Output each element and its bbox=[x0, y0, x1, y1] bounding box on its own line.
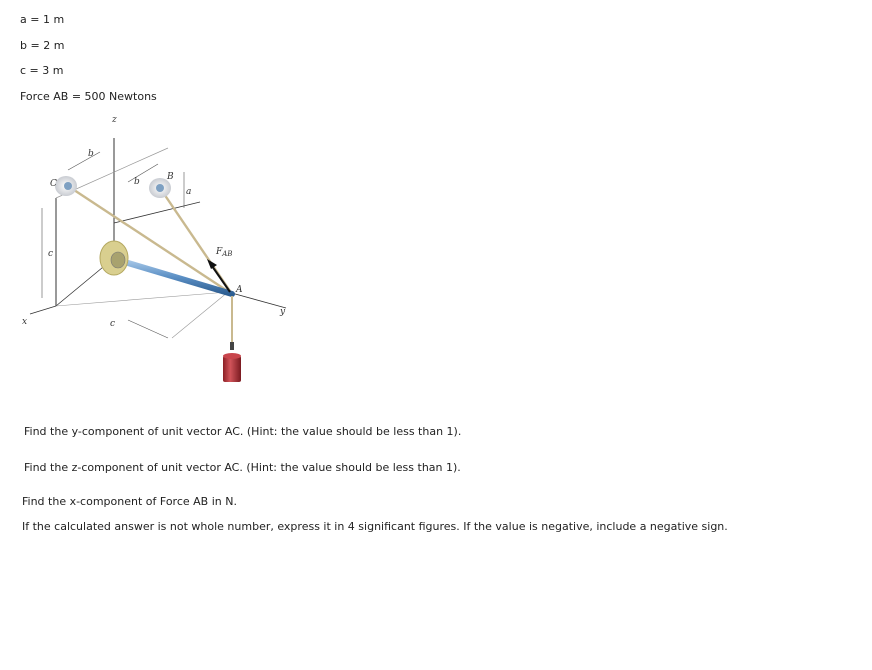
label-y: y bbox=[280, 307, 286, 317]
given-a: a = 1 m bbox=[20, 13, 65, 26]
question-y-component: Find the y-component of unit vector AC. (Hint: the value should be less than 1). bbox=[24, 425, 462, 438]
label-c-left: c bbox=[48, 249, 54, 259]
label-f-ab-main: F bbox=[216, 247, 223, 257]
hook-c bbox=[64, 182, 72, 190]
question-x-component-force: Find the x-component of Force AB in N. bbox=[22, 495, 237, 508]
label-b2: b bbox=[134, 177, 140, 187]
statics-figure bbox=[18, 108, 298, 388]
label-a: a bbox=[186, 187, 192, 197]
label-z: z bbox=[112, 115, 117, 125]
answer-format-note: If the calculated answer is not whole number, express it in 4 significant figures. If the value is negative, include a negative sign. bbox=[22, 520, 728, 533]
weight-cylinder bbox=[223, 356, 241, 382]
floor-line-2 bbox=[172, 292, 228, 338]
label-f-ab-sub: AB bbox=[222, 250, 233, 258]
x-axis bbox=[30, 306, 56, 314]
cable-clip bbox=[230, 342, 234, 350]
label-c: C bbox=[50, 179, 57, 189]
hook-b bbox=[156, 184, 164, 192]
dim-b2 bbox=[128, 164, 158, 182]
weight-top bbox=[223, 353, 241, 359]
cable-ac bbox=[68, 186, 232, 294]
given-force-ab: Force AB = 500 Newtons bbox=[20, 89, 157, 103]
label-x: x bbox=[22, 317, 28, 327]
force-ab-arrowhead bbox=[207, 259, 217, 269]
figure-svg bbox=[18, 108, 298, 388]
question-z-component: Find the z-component of unit vector AC. (Hint: the value should be less than 1). bbox=[24, 461, 461, 474]
label-c-bottom: c bbox=[110, 319, 116, 329]
floor-line bbox=[56, 292, 228, 306]
label-f-ab bbox=[215, 247, 232, 258]
given-c: c = 3 m bbox=[20, 64, 64, 77]
label-point-a: A bbox=[236, 285, 243, 295]
given-values bbox=[20, 12, 157, 114]
ball-socket bbox=[111, 252, 125, 268]
ceiling-edge bbox=[114, 202, 200, 223]
dim-c-bottom bbox=[128, 320, 168, 338]
label-b1: b bbox=[88, 149, 94, 159]
dim-b1 bbox=[68, 152, 100, 170]
label-b: B bbox=[167, 172, 174, 182]
given-b: b = 2 m bbox=[20, 38, 65, 52]
